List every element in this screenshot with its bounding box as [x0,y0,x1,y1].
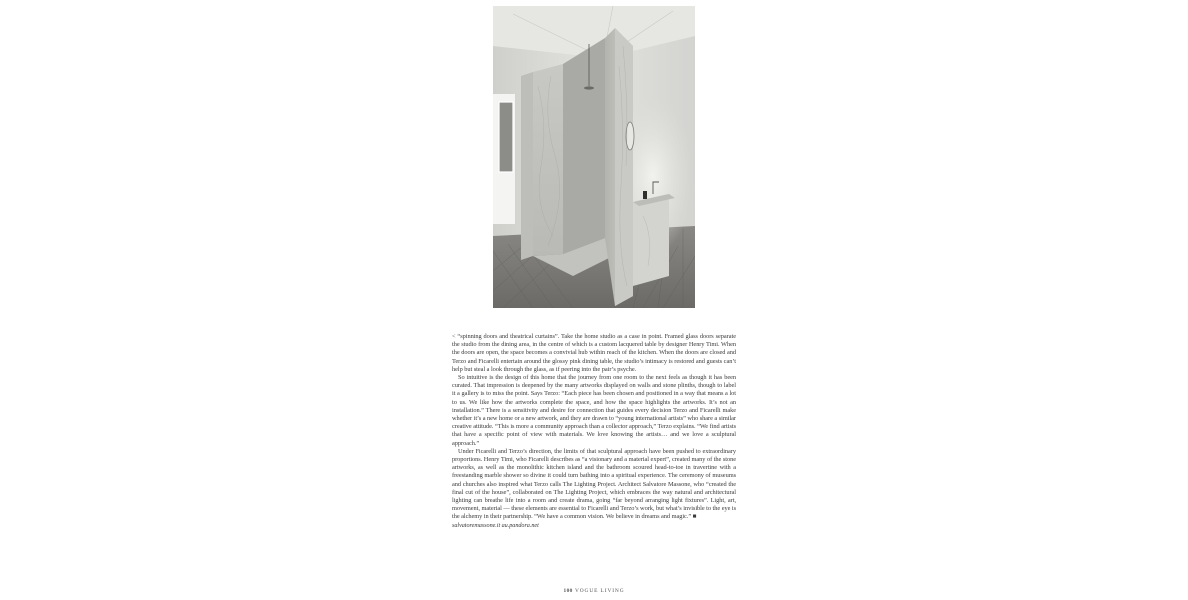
magazine-name: VOGUE LIVING [574,588,625,594]
page-number: 100 [563,588,573,594]
article-paragraph: So intuitive is the design of this home that the journey from one room to the next feels as though it has been curated. That impression is deepened by the many artworks displayed on walls and stone plinths, though to label it a gallery is to miss the point. Says Terzo: “Each piece has been chosen and positioned in a way that means a lot to us. We like how the artworks complete the space, and how the space highlights the artworks. It’s not an installation.” There is a sensitivity and desire for connection that guides every decision Terzo and Ficarelli make whether it’s a new home or a new artwork, and they are drawn to “young international artists” who share a similar creative attitude. “This is more a community approach than a collector approach,” Terzo explains. “We find artists that have a specific point of view with materials. We love knowing the artists… and we love a sculptural approach.” [452,374,736,447]
article-body [452,333,736,530]
article-paragraph: Under Ficarelli and Terzo’s direction, the limits of that sculptural approach have been pushed to extraordinary proportions. Henry Timi, who Ficarelli describes as “a visionary and a material expert”, created many of the stone artworks, as well as the monolithic kitchen island and the bathroom scoured head-to-toe in travertine with a freestanding marble shower so divine it could turn bathing into a spiritual experience. The ceremony of museums and churches also inspired what Terzo calls The Lighting Project. Architect Salvatore Massone, who “created the final cut of the house”, collaborated on The Lighting Project, which embraces the way natural and architectural lighting can breathe life into a room and create drama, going “far beyond arranging light fixtures”. Light, art, movement, material — these elements are essential to Ficarelli and Terzo’s work, but what’s invisible to the eye is the alchemy in their partnership. “We have a common vision. We believe in dreams and magic.” ■ [452,447,737,521]
interior-photo [493,6,695,308]
article-paragraph: < “spinning doors and theatrical curtains”. Take the home studio as a case in point. Framed glass doors separate the studio from the dining area, in the centre of which is a custom lacquered table by designer Henry Timi. When the doors are open, the space becomes a convivial hub within reach of the kitchen. When the doors are closed and Terzo and Ficarelli entertain around the glossy pink dining table, the studio’s intimacy is restored and guests can’t help but steal a look through the glass, as if peering into the pair’s psyche. [452,333,736,373]
source-links: salvatoremassone.it au.pandora.net [452,521,539,529]
marble-shower-illustration [493,6,695,308]
page-folio [0,588,1188,594]
